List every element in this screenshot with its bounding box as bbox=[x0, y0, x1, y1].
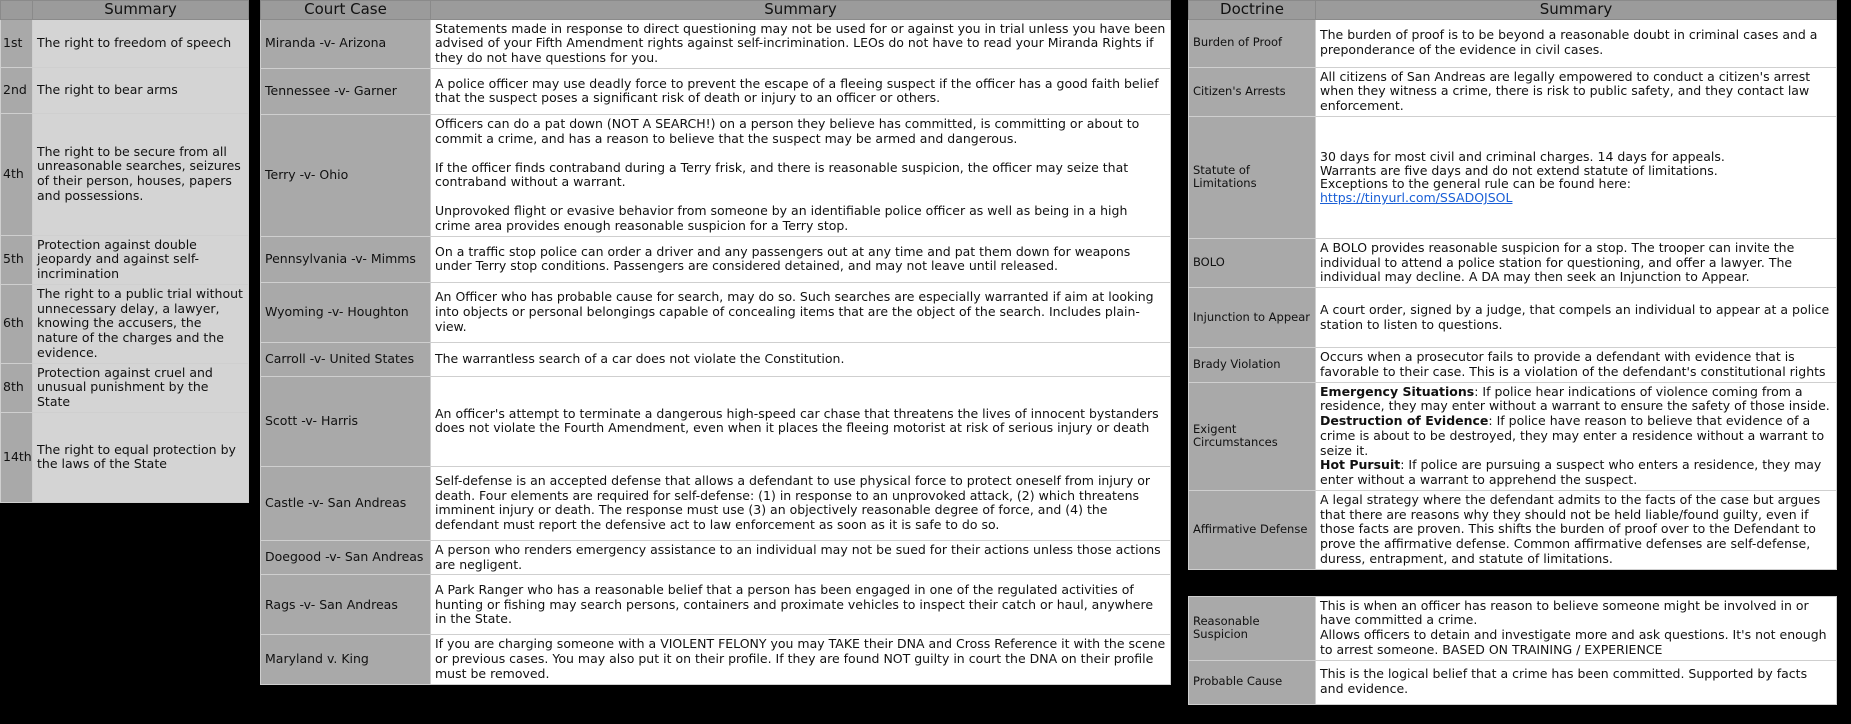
doctrine-name: Statute of Limitations bbox=[1189, 116, 1316, 238]
doctrine-name: Burden of Proof bbox=[1189, 19, 1316, 67]
doctrine-summary-header: Summary bbox=[1316, 1, 1837, 20]
case-name: Pennsylvania -v- Mimms bbox=[261, 236, 431, 282]
case-name: Scott -v- Harris bbox=[261, 376, 431, 466]
case-name: Wyoming -v- Houghton bbox=[261, 282, 431, 342]
case-summary: Self-defense is an accepted defense that allows a defendant to use physical force to protect oneself from injury or death. Four elements are required for self-defense: (1) in response to an unprovoked attack, (2) which threatens imminent injury or death. The response must use (3) an objectively reasonable degree of force, and (4) the defendant must report the defensive act to law enforcement as soon as it is safe to do so. bbox=[431, 466, 1171, 540]
case-summary: Statements made in response to direct questioning may not be used for or against you in trial unless you have been advised of your Fifth Amendment rights against self-incrimination. LEOs do not have to read your Miranda Rights if they do not have questions for you. bbox=[431, 19, 1171, 68]
amendment-text: The right to freedom of speech bbox=[33, 19, 249, 67]
doctrine-summary: All citizens of San Andreas are legally empowered to conduct a citizen's arrest when they witness a crime, there is risk to public safety, and they contact law enforcement. bbox=[1316, 67, 1837, 116]
amendment-number: 6th bbox=[1, 284, 33, 363]
amendments-table bbox=[0, 0, 249, 503]
doctrines-table bbox=[1188, 0, 1837, 705]
doctrine-name: Probable Cause bbox=[1189, 660, 1316, 704]
amendments-summary-header: Summary bbox=[33, 1, 249, 20]
case-summary: On a traffic stop police can order a driver and any passengers out at any time and pat them down for weapons under Terry stop conditions. Passengers are considered detained, and may not leave until released. bbox=[431, 236, 1171, 282]
case-name: Rags -v- San Andreas bbox=[261, 575, 431, 635]
case-name: Doegood -v- San Andreas bbox=[261, 540, 431, 575]
doctrine-name: Brady Violation bbox=[1189, 348, 1316, 383]
doctrine-name: Exigent Circumstances bbox=[1189, 382, 1316, 490]
statute-link[interactable]: https://tinyurl.com/SSADOJSOL bbox=[1320, 190, 1513, 206]
case-name: Tennessee -v- Garner bbox=[261, 68, 431, 114]
amendment-number: 1st bbox=[1, 19, 33, 67]
case-summary: An officer's attempt to terminate a dangerous high-speed car chase that threatens the lives of innocent bystanders does not violate the Fourth Amendment, even when it places the fleeing motorist at risk of serious injury or death bbox=[431, 376, 1171, 466]
doctrine-gap bbox=[1189, 569, 1837, 596]
doctrine-summary: Emergency Situations: If police hear indications of violence coming from a residence, they may enter without a warrant to ensure the safety of those inside. Destruction of Evidence: If police have reason to believe that evidence of a crime is about to be destroyed, they may enter a residence without a warrant to seize it. Hot Pursuit: If police are pursuing a suspect who enters a residence, they may enter without a warrant to apprehend the suspect. bbox=[1316, 382, 1837, 490]
court-cases-table bbox=[260, 0, 1171, 685]
doctrine-summary: 30 days for most civil and criminal charges. 14 days for appeals. Warrants are five days and do not extend statute of limitations. Exceptions to the general rule can be found here: https://tinyurl.com/SSADOJSOL bbox=[1316, 116, 1837, 238]
case-summary: A police officer may use deadly force to prevent the escape of a fleeing suspect if the officer has a good faith belief that the suspect poses a significant risk of death or injury to an officer or others. bbox=[431, 68, 1171, 114]
case-summary: A person who renders emergency assistance to an individual may not be sued for their actions unless those actions are negligent. bbox=[431, 540, 1171, 575]
amendment-text: Protection against double jeopardy and against self-incrimination bbox=[33, 235, 249, 284]
doctrine-name: Affirmative Defense bbox=[1189, 490, 1316, 569]
doctrine-name: Citizen's Arrests bbox=[1189, 67, 1316, 116]
case-name: Carroll -v- United States bbox=[261, 342, 431, 376]
case-summary-header: Summary bbox=[431, 1, 1171, 20]
amendment-number: 8th bbox=[1, 363, 33, 412]
doctrine-summary: A BOLO provides reasonable suspicion for a stop. The trooper can invite the individual to attend a police station for questioning, and offer a lawyer. The individual may decline. A DA may then seek an Injunction to Appear. bbox=[1316, 238, 1837, 287]
doctrine-summary: This is when an officer has reason to believe someone might be involved in or have committed a crime. Allows officers to detain and investigate more and ask questions. It's not enough to arrest someone. BASED ON TRAINING / EXPERIENCE bbox=[1316, 596, 1837, 660]
amendment-number: 2nd bbox=[1, 67, 33, 113]
case-name: Castle -v- San Andreas bbox=[261, 466, 431, 540]
doctrine-name: BOLO bbox=[1189, 238, 1316, 287]
case-summary: Officers can do a pat down (NOT A SEARCH!) on a person they believe has committed, is committing or about to commit a crime, and has a reason to believe that the suspect may be armed and dangerous. If the officer finds contraband during a Terry frisk, and there is reasonable suspicion, the officer may seize that contraband without a warrant. Unprovoked flight or evasive behavior from someone by an identifiable police officer as well as being in a high crime area provides enough reasonable suspicion for a Terry stop. bbox=[431, 114, 1171, 236]
court-case-header: Court Case bbox=[261, 1, 431, 20]
case-summary: An Officer who has probable cause for search, may do so. Such searches are especially warranted if aim at looking into objects or personal belongings capable of concealing items that are the object of the search. Includes plain-view. bbox=[431, 282, 1171, 342]
amendment-text: The right to a public trial without unnecessary delay, a lawyer, knowing the accusers, the nature of the charges and the evidence. bbox=[33, 284, 249, 363]
amendment-text: Protection against cruel and unusual punishment by the State bbox=[33, 363, 249, 412]
doctrine-name: Reasonable Suspicion bbox=[1189, 596, 1316, 660]
doctrine-summary: A court order, signed by a judge, that compels an individual to appear at a police station to listen to questions. bbox=[1316, 288, 1837, 348]
doctrine-summary: Occurs when a prosecutor fails to provide a defendant with evidence that is favorable to their case. This is a violation of the defendant's constitutional rights bbox=[1316, 348, 1837, 383]
doctrine-summary: This is the logical belief that a crime has been committed. Supported by facts and evidence. bbox=[1316, 660, 1837, 704]
case-summary: The warrantless search of a car does not violate the Constitution. bbox=[431, 342, 1171, 376]
case-name: Miranda -v- Arizona bbox=[261, 19, 431, 68]
amendment-number: 14th bbox=[1, 412, 33, 502]
doctrine-header: Doctrine bbox=[1189, 1, 1316, 20]
amendment-text: The right to be secure from all unreasonable searches, seizures of their person, houses, papers and possessions. bbox=[33, 113, 249, 235]
amendments-blank-header bbox=[1, 1, 33, 20]
case-summary: A Park Ranger who has a reasonable belief that a person has been engaged in one of the regulated activities of hunting or fishing may search persons, containers and proximate vehicles to inspect their catch or haul, anywhere in the State. bbox=[431, 575, 1171, 635]
doctrine-name: Injunction to Appear bbox=[1189, 288, 1316, 348]
amendment-text: The right to equal protection by the laws of the State bbox=[33, 412, 249, 502]
case-summary: If you are charging someone with a VIOLENT FELONY you may TAKE their DNA and Cross Reference it with the scene or previous cases. You may also put it on their profile. If they are found NOT guilty in court the DNA on their profile must be removed. bbox=[431, 635, 1171, 684]
doctrine-summary: A legal strategy where the defendant admits to the facts of the case but argues that there are reasons why they should not be held liable/found guilty, even if those facts are proven. This shifts the burden of proof over to the Defendant to prove the affirmative defense. Common affirmative defenses are self-defense, duress, entrapment, and statute of limitations. bbox=[1316, 490, 1837, 569]
case-name: Terry -v- Ohio bbox=[261, 114, 431, 236]
amendment-number: 4th bbox=[1, 113, 33, 235]
case-name: Maryland v. King bbox=[261, 635, 431, 684]
amendment-number: 5th bbox=[1, 235, 33, 284]
amendment-text: The right to bear arms bbox=[33, 67, 249, 113]
doctrine-summary: The burden of proof is to be beyond a reasonable doubt in criminal cases and a preponderance of the evidence in civil cases. bbox=[1316, 19, 1837, 67]
